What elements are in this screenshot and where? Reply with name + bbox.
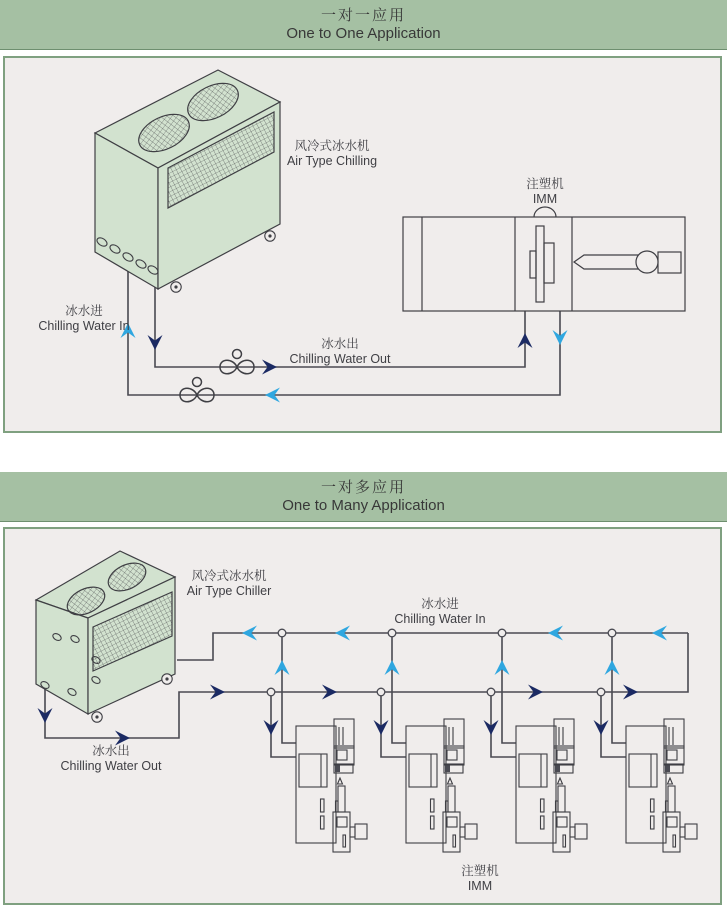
label-en: IMM bbox=[467, 879, 493, 893]
label-imm bbox=[526, 177, 564, 207]
label-chiller-type bbox=[287, 139, 377, 169]
label-imm bbox=[461, 864, 499, 894]
label-en: Chilling Water In bbox=[394, 612, 486, 626]
label-en: Air Type Chilling bbox=[286, 154, 378, 168]
pipe-junctions bbox=[267, 629, 616, 696]
pipe-riser bbox=[392, 633, 406, 743]
label-en: Chilling Water Out bbox=[289, 352, 391, 366]
caster-wheel-icon bbox=[265, 231, 275, 241]
pipe-riser bbox=[282, 633, 296, 743]
label-water-in bbox=[394, 597, 485, 627]
label-zh: 冰水出 bbox=[92, 744, 130, 758]
valve-icon bbox=[220, 350, 254, 374]
caster-wheel-icon bbox=[162, 674, 172, 684]
section-title-zh: 一对一应用 bbox=[320, 6, 406, 24]
label-chiller-type bbox=[187, 569, 272, 599]
chiller-unit bbox=[95, 70, 280, 292]
label-water-out bbox=[290, 337, 391, 367]
label-en: Chilling Water In bbox=[38, 319, 130, 333]
label-zh: 风冷式冰水机 bbox=[294, 139, 370, 153]
pipe-riser bbox=[502, 633, 516, 743]
label-zh: 冰水出 bbox=[321, 337, 359, 351]
label-water-out bbox=[61, 744, 162, 774]
caster-wheel-icon bbox=[92, 712, 102, 722]
chiller-unit bbox=[36, 551, 175, 722]
diagram-one-to-many bbox=[36, 551, 697, 852]
imm-machines bbox=[296, 719, 697, 852]
imm-machine bbox=[626, 719, 697, 852]
label-zh: 风冷式冰水机 bbox=[191, 569, 267, 583]
imm-machine bbox=[406, 719, 477, 852]
label-zh: 注塑机 bbox=[526, 177, 564, 191]
pipe-riser bbox=[612, 633, 626, 743]
imm-machine bbox=[403, 207, 685, 311]
label-en: IMM bbox=[532, 192, 558, 206]
imm-machine bbox=[516, 719, 587, 852]
label-zh: 冰水进 bbox=[421, 597, 459, 611]
label-en: Air Type Chiller bbox=[186, 584, 272, 598]
valve-icon bbox=[180, 378, 214, 402]
label-water-in bbox=[38, 304, 129, 334]
section-title-en: One to One Application bbox=[286, 24, 441, 42]
imm-machine bbox=[296, 719, 367, 852]
label-zh: 冰水进 bbox=[65, 304, 103, 318]
section-title-zh: 一对多应用 bbox=[320, 478, 406, 496]
label-zh: 注塑机 bbox=[461, 864, 499, 878]
section-title-en: One to Many Application bbox=[282, 496, 445, 514]
caster-wheel-icon bbox=[171, 282, 181, 292]
label-en: Chilling Water Out bbox=[60, 759, 162, 773]
